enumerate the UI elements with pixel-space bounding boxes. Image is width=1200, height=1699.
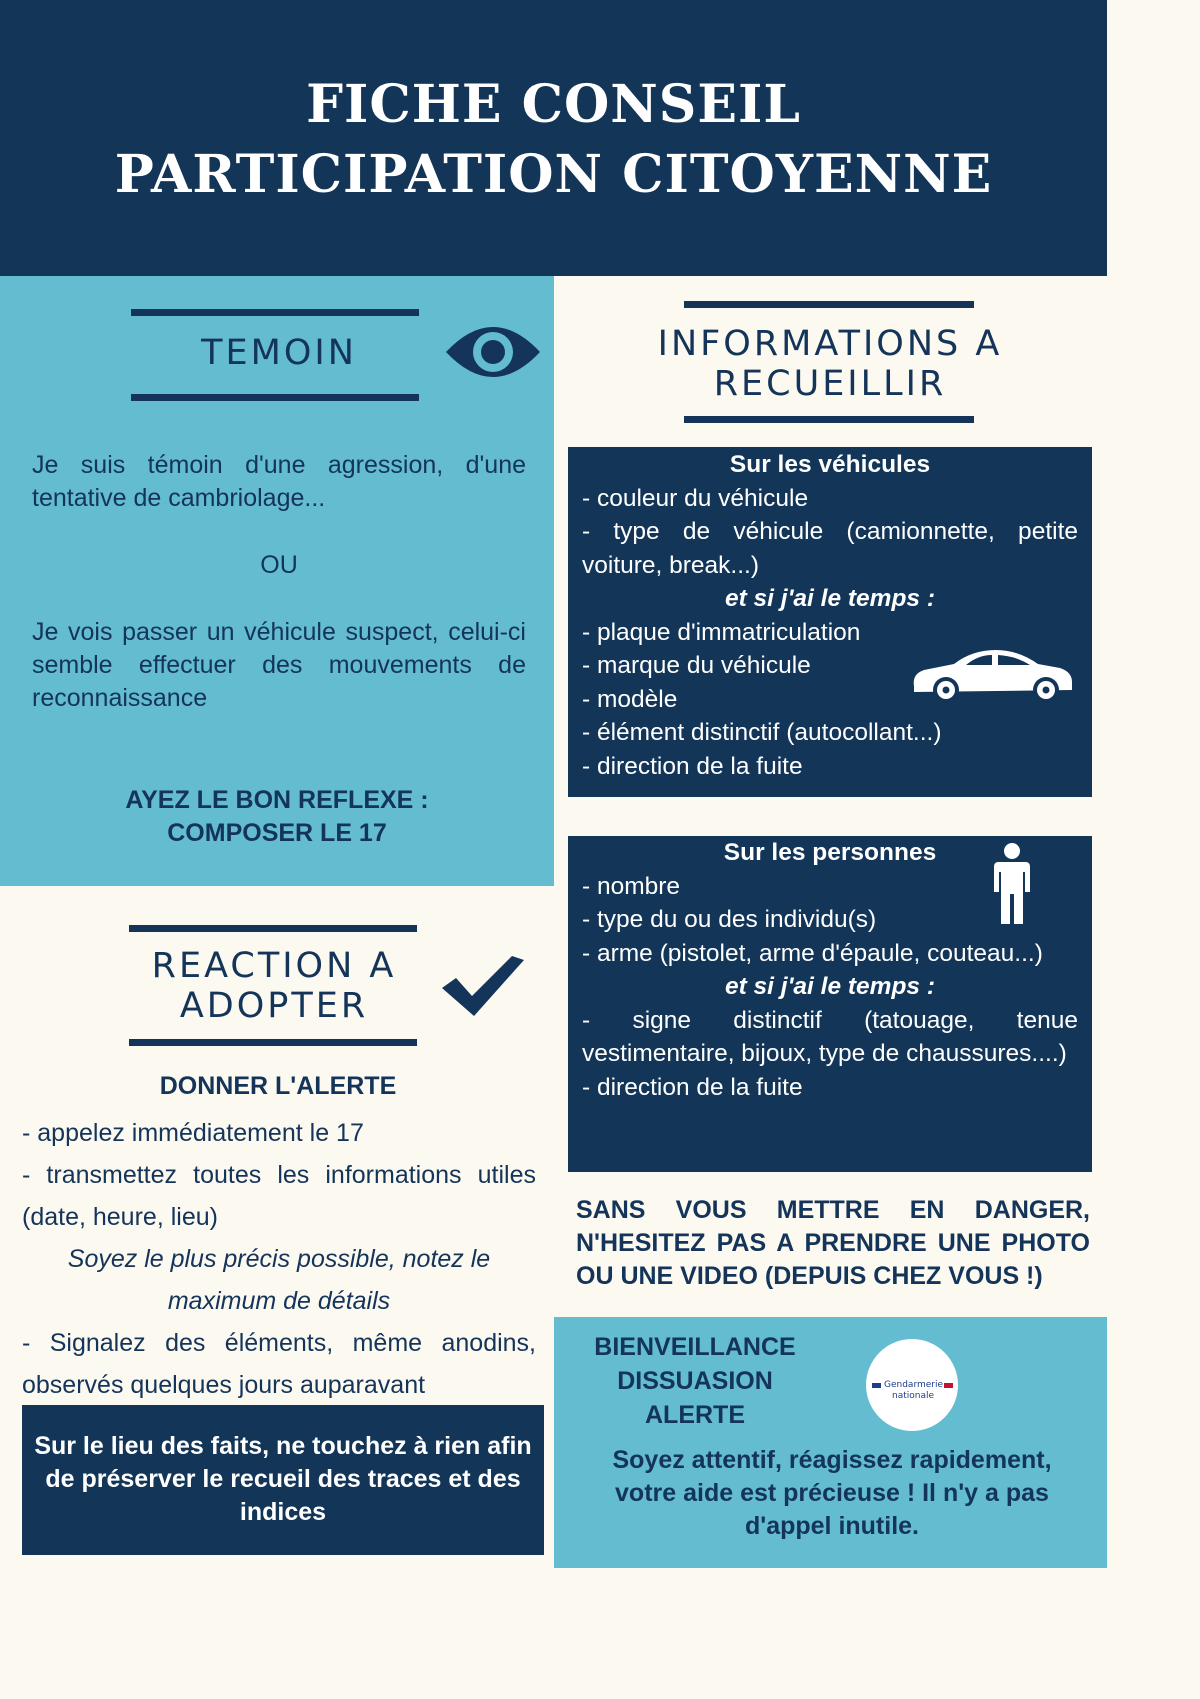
donner-alerte-heading: DONNER L'ALERTE: [159, 1072, 397, 1100]
temoin-title: TEMOIN: [201, 333, 357, 373]
reaction-item-3: - Signalez des éléments, même anodins, observés quelques jours auparavant: [22, 1329, 536, 1399]
persons-item: - type du ou des individu(s): [582, 906, 877, 933]
reaction-italic-note: Soyez le plus précis possible, notez le maximum de détails: [67, 1245, 491, 1315]
reaction-item-1: - appelez immédiatement le 17: [22, 1119, 364, 1147]
temoin-bottom-rule: [131, 394, 419, 401]
photo-warning: SANS VOUS METTRE EN DANGER, N'HESITEZ PAS A PRENDRE UNE PHOTO OU UNE VIDEO (DEPUIS CHEZ VOUS !): [576, 1196, 1090, 1290]
eye-icon: [444, 318, 542, 386]
gendarmerie-logo: [866, 1339, 958, 1431]
infos-top-rule: [684, 301, 974, 308]
vehicles-heading: Sur les véhicules: [729, 451, 931, 478]
vehicles-item: - direction de la fuite: [582, 752, 803, 780]
vehicles-item: - élément distinctif (autocollant...): [582, 719, 942, 746]
reaction-top-rule: [129, 925, 417, 932]
persons-if-time: et si j'ai le temps :: [724, 973, 936, 1000]
vehicles-content: [582, 448, 1078, 783]
logo-text: Gendarmerie nationale: [884, 1380, 944, 1401]
logo-flag-right: [944, 1383, 953, 1388]
vehicles-item: - couleur du véhicule: [582, 484, 809, 512]
footer-message: Soyez attentif, réagissez rapidement, votre aide est précieuse ! Il n'y a pas d'appel inutile.: [612, 1446, 1052, 1540]
infos-title: INFORMATIONS A RECUEILLIR: [657, 324, 1003, 404]
page-title: FICHE CONSEIL PARTICIPATION CITOYENNE: [114, 74, 993, 205]
vehicles-item: - modèle: [582, 685, 678, 713]
car-icon: [910, 646, 1076, 706]
temoin-text-1: Je suis témoin d'une agression, d'une tentative de cambriolage...: [32, 451, 526, 512]
vehicles-item: - plaque d'immatriculation: [582, 618, 861, 646]
logo-flag-left: [872, 1383, 881, 1388]
vehicles-item: - marque du véhicule: [582, 652, 811, 679]
persons-heading: Sur les personnes: [723, 839, 937, 866]
persons-item: - nombre: [582, 872, 681, 900]
reflex-callout: AYEZ LE BON REFLEXE : COMPOSER LE 17: [125, 786, 429, 847]
checkmark-icon: [436, 950, 528, 1022]
persons-item: - direction de la fuite: [582, 1073, 803, 1101]
persons-item: - arme (pistolet, arme d'épaule, couteau...): [582, 939, 1043, 967]
values-list: BIENVEILLANCE DISSUASION ALERTE: [594, 1333, 796, 1429]
reaction-item-2: - transmettez toutes les informations utiles (date, heure, lieu): [22, 1161, 536, 1231]
reaction-bottom-rule: [129, 1039, 417, 1046]
traces-box-text: Sur le lieu des faits, ne touchez à rien afin de préserver le recueil des traces et des indices: [34, 1432, 532, 1526]
temoin-text-2: Je vois passer un véhicule suspect, celui-ci semble effectuer des mouvements de reconnaissance: [32, 618, 526, 712]
temoin-ou: OU: [260, 551, 298, 579]
reaction-title: REACTION A ADOPTER: [151, 946, 397, 1026]
person-icon: [992, 842, 1032, 926]
persons-item: - signe distinctif (tatouage, tenue vestimentaire, bijoux, type de chaussures....): [582, 1006, 1078, 1067]
temoin-top-rule: [131, 309, 419, 316]
vehicles-item: - type de véhicule (camionnette, petite voiture, break...): [582, 518, 1078, 579]
infos-bottom-rule: [684, 416, 974, 423]
vehicles-if-time: et si j'ai le temps :: [724, 585, 936, 612]
